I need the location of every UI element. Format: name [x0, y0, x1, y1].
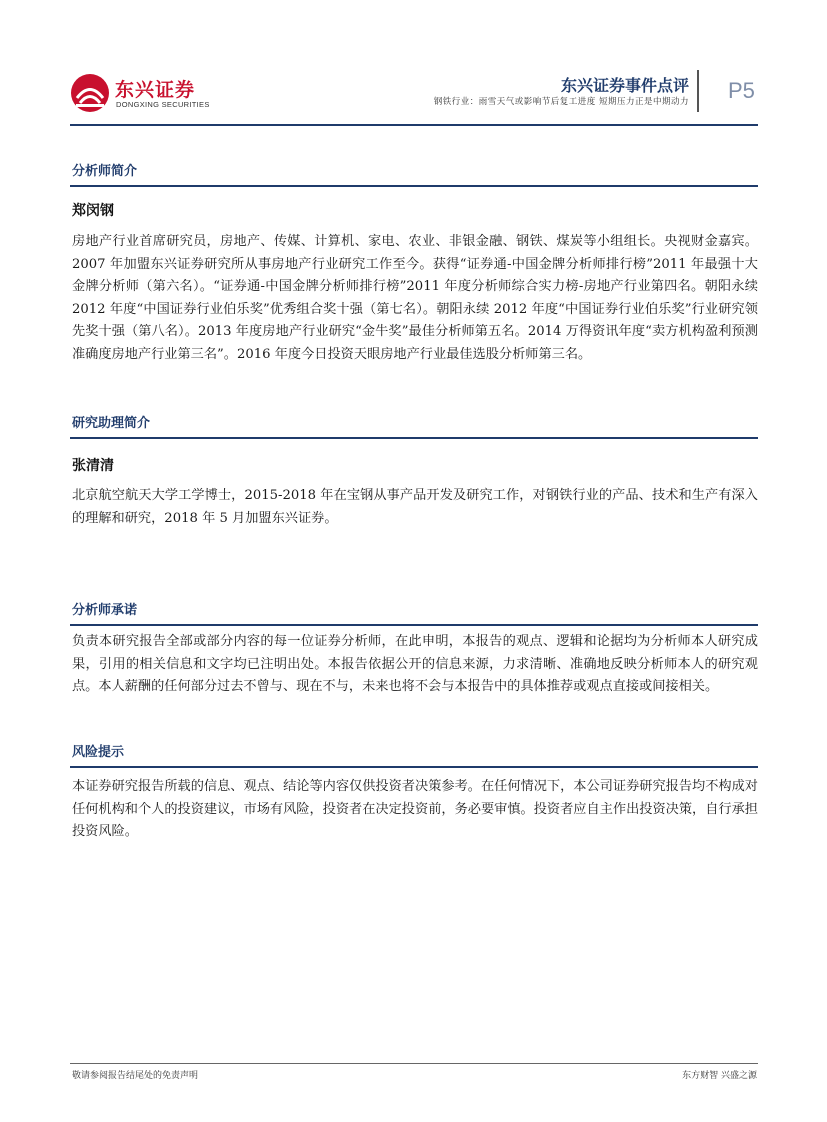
section-rule: [70, 624, 758, 626]
assistant-bio: 北京航空航天大学工学博士，2015-2018 年在宝钢从事产品开发及研究工作，对钢铁行业的产品、技术和生产有深入的理解和研究，2018 年 5 月加盟东兴证券。: [72, 488, 758, 526]
report-subtitle: 钢铁行业：雨雪天气或影响节后复工进度 短期压力正是中期动力: [433, 97, 689, 107]
assistant-name: 张清清: [72, 458, 114, 474]
risk-section-header: [70, 743, 758, 768]
commitment-text: 负责本研究报告全部或部分内容的每一位证券分析师，在此申明，本报告的观点、逻辑和论据均为分析师本人研究成果，引用的相关信息和文字均已注明出处。本报告依据公开的信息来源，力求清晰、准确地反映分析师本人的研究观点。本人薪酬的任何部分过去不曾与、现在不与，未来也将不会与本报告中的具体推荐或观点直接或间接相关。: [72, 634, 758, 694]
page-number: P5: [728, 78, 755, 103]
section-title: 风险提示: [72, 745, 125, 760]
header-divider: [697, 70, 699, 112]
section-title: 分析师承诺: [72, 603, 138, 618]
risk-text: 本证券研究报告所载的信息、观点、结论等内容仅供投资者决策参考。在任何情况下，本公司证券研究报告均不构成对任何机构和个人的投资建议，市场有风险，投资者在决定投资前，务必要审慎。投资者应自主作出投资决策，自行承担投资风险。: [72, 779, 758, 839]
section-rule: [70, 766, 758, 768]
logo-chinese-name: 东兴证券: [115, 79, 196, 101]
section-title: 分析师简介: [72, 164, 138, 179]
page-header: [0, 0, 827, 130]
header-rule: [70, 124, 758, 126]
footer-disclaimer-note: 敬请参阅报告结尾处的免责声明: [72, 1071, 199, 1081]
company-logo: [70, 73, 220, 113]
assistant-section-header: [70, 414, 758, 439]
analyst-name: 郑闵钢: [72, 203, 114, 219]
report-type: 东兴证券事件点评: [560, 76, 689, 95]
analyst-section-header: [70, 162, 758, 187]
footer-rule: [70, 1063, 758, 1064]
footer-slogan: 东方财智 兴盛之源: [682, 1071, 757, 1081]
analyst-bio: 房地产行业首席研究员，房地产、传媒、计算机、家电、农业、非银金融、钢铁、煤炭等小组组长。央视财金嘉宾。2007 年加盟东兴证券研究所从事房地产行业研究工作至今。获得“证券通-中国金牌分析师排行榜”2011 年最强十大金牌分析师（第六名）。“证券通-中国金牌分析师排行榜”2011 年度分析师综合实力榜-房地产行业第四名。朝阳永续 2012 年度“中国证券行业伯乐奖”优秀组合奖十强（第七名）。朝阳永续 2012 年度“中国证券行业伯乐奖”行业研究领先奖十强（第八名）。2013 年度房地产行业研究“金牛奖”最佳分析师第五名。2014 万得资讯年度“卖方机构盈利预测准确度房地产行业第三名”。2016 年度今日投资天眼房地产行业最佳选股分析师第三名。: [72, 234, 758, 362]
commitment-section-header: [70, 601, 758, 626]
dongxing-logo-icon: [70, 73, 110, 113]
logo-english-name: DONGXING SECURITIES: [116, 100, 210, 109]
section-rule: [70, 185, 758, 187]
section-rule: [70, 437, 758, 439]
section-title: 研究助理简介: [72, 416, 151, 431]
